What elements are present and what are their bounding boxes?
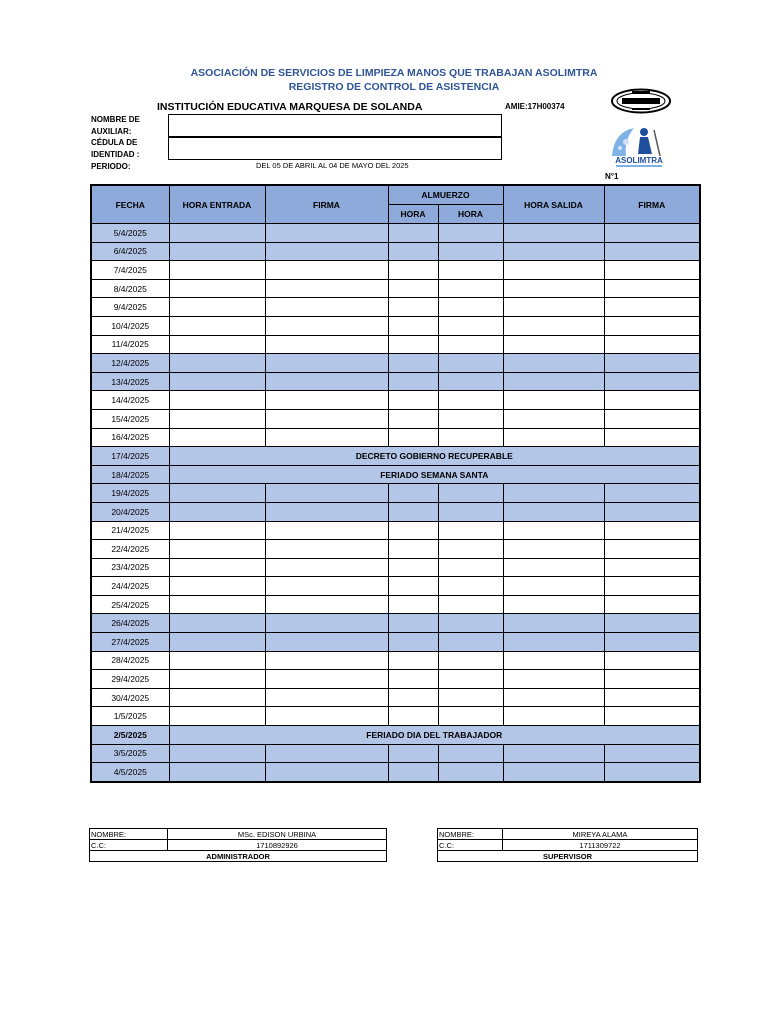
cell-almuerzo-salida[interactable] <box>388 614 438 633</box>
col-almuerzo-hora-regreso: HORA <box>438 205 503 224</box>
cell-hora-salida[interactable] <box>503 354 604 373</box>
cell-almuerzo-salida[interactable] <box>388 521 438 540</box>
cell-firma-entrada[interactable] <box>265 484 388 503</box>
cell-hora-entrada[interactable] <box>169 577 265 596</box>
cell-almuerzo-salida[interactable] <box>388 577 438 596</box>
attendance-table <box>90 184 701 783</box>
cell-firma-entrada[interactable] <box>265 521 388 540</box>
cell-firma-entrada[interactable] <box>265 670 388 689</box>
cell-almuerzo-salida[interactable] <box>388 484 438 503</box>
cell-almuerzo-regreso[interactable] <box>438 688 503 707</box>
cell-firma-salida[interactable] <box>604 372 700 391</box>
cell-almuerzo-regreso[interactable] <box>438 540 503 559</box>
cell-almuerzo-regreso[interactable] <box>438 744 503 763</box>
cell-firma-salida[interactable] <box>604 316 700 335</box>
cell-hora-entrada[interactable] <box>169 242 265 261</box>
cell-firma-salida[interactable] <box>604 242 700 261</box>
table-row <box>91 521 700 540</box>
col-almuerzo-hora-salida: HORA <box>388 205 438 224</box>
document-title: ASOCIACIÓN DE SERVICIOS DE LIMPIEZA MANOS QUE TRABAJAN ASOLIMTRA <box>190 67 598 79</box>
row-date: 23/4/2025 <box>91 558 169 577</box>
row-date: 10/4/2025 <box>91 316 169 335</box>
cell-hora-salida[interactable] <box>503 614 604 633</box>
cell-hora-entrada[interactable] <box>169 261 265 280</box>
periodo-value: DEL 05 DE ABRIL AL 04 DE MAYO DEL 2025 <box>256 161 409 170</box>
form-number: N°1 <box>605 172 619 181</box>
cell-firma-salida[interactable] <box>604 224 700 243</box>
administrator-signature-box <box>89 828 387 862</box>
table-row <box>91 502 700 521</box>
table-row <box>91 707 700 726</box>
row-date: 24/4/2025 <box>91 577 169 596</box>
cell-almuerzo-salida[interactable] <box>388 298 438 317</box>
row-date: 12/4/2025 <box>91 354 169 373</box>
row-date: 7/4/2025 <box>91 261 169 280</box>
cell-almuerzo-salida[interactable] <box>388 558 438 577</box>
row-holiday-note: FERIADO SEMANA SANTA <box>169 465 700 484</box>
cell-almuerzo-regreso[interactable] <box>438 558 503 577</box>
row-holiday-note: DECRETO GOBIERNO RECUPERABLE <box>169 447 700 466</box>
cell-hora-entrada[interactable] <box>169 614 265 633</box>
cell-almuerzo-regreso[interactable] <box>438 428 503 447</box>
logo-text: ASOLIMTRA <box>615 156 663 165</box>
cell-firma-salida[interactable] <box>604 335 700 354</box>
cell-hora-salida[interactable] <box>503 484 604 503</box>
row-date: 16/4/2025 <box>91 428 169 447</box>
table-row <box>91 428 700 447</box>
cell-almuerzo-regreso[interactable] <box>438 633 503 652</box>
cell-firma-entrada[interactable] <box>265 688 388 707</box>
supervisor-signature-box <box>437 828 698 862</box>
row-date: 20/4/2025 <box>91 502 169 521</box>
cell-almuerzo-salida[interactable] <box>388 502 438 521</box>
cell-almuerzo-salida[interactable] <box>388 261 438 280</box>
col-almuerzo: ALMUERZO <box>388 185 503 205</box>
cell-firma-entrada[interactable] <box>265 707 388 726</box>
cell-firma-entrada[interactable] <box>265 614 388 633</box>
row-date: 13/4/2025 <box>91 372 169 391</box>
table-row <box>91 726 700 745</box>
cell-almuerzo-regreso[interactable] <box>438 279 503 298</box>
cell-almuerzo-salida[interactable] <box>388 279 438 298</box>
supervisor-nombre: MIREYA ALAMA <box>503 829 698 840</box>
cell-almuerzo-regreso[interactable] <box>438 670 503 689</box>
cell-almuerzo-salida[interactable] <box>388 633 438 652</box>
table-row <box>91 298 700 317</box>
row-date: 14/4/2025 <box>91 391 169 410</box>
cell-firma-entrada[interactable] <box>265 409 388 428</box>
cell-hora-entrada[interactable] <box>169 484 265 503</box>
cell-firma-entrada[interactable] <box>265 633 388 652</box>
cell-firma-entrada[interactable] <box>265 224 388 243</box>
table-row <box>91 651 700 670</box>
cell-firma-entrada[interactable] <box>265 261 388 280</box>
col-hora-entrada: HORA ENTRADA <box>169 185 265 224</box>
cell-firma-salida[interactable] <box>604 707 700 726</box>
cell-firma-salida[interactable] <box>604 595 700 614</box>
cell-almuerzo-regreso[interactable] <box>438 763 503 782</box>
cell-firma-entrada[interactable] <box>265 763 388 782</box>
table-row <box>91 372 700 391</box>
cell-almuerzo-salida[interactable] <box>388 688 438 707</box>
cell-almuerzo-salida[interactable] <box>388 409 438 428</box>
cell-hora-salida[interactable] <box>503 279 604 298</box>
col-hora-salida: HORA SALIDA <box>503 185 604 224</box>
cell-hora-salida[interactable] <box>503 651 604 670</box>
row-date: 26/4/2025 <box>91 614 169 633</box>
table-row <box>91 279 700 298</box>
cell-almuerzo-salida[interactable] <box>388 242 438 261</box>
cell-almuerzo-regreso[interactable] <box>438 354 503 373</box>
table-row <box>91 465 700 484</box>
cell-almuerzo-regreso[interactable] <box>438 577 503 596</box>
cell-almuerzo-regreso[interactable] <box>438 316 503 335</box>
cell-hora-entrada[interactable] <box>169 316 265 335</box>
nombre-label: NOMBRE DE AUXILIAR: <box>91 115 140 136</box>
cell-hora-salida[interactable] <box>503 707 604 726</box>
row-date: 21/4/2025 <box>91 521 169 540</box>
amie-code: AMIE:17H00374 <box>505 102 565 111</box>
cell-firma-salida[interactable] <box>604 391 700 410</box>
cell-hora-entrada[interactable] <box>169 372 265 391</box>
cell-hora-entrada[interactable] <box>169 707 265 726</box>
cell-firma-salida[interactable] <box>604 633 700 652</box>
cell-hora-salida[interactable] <box>503 763 604 782</box>
cell-firma-entrada[interactable] <box>265 577 388 596</box>
row-date: 1/5/2025 <box>91 707 169 726</box>
cell-firma-salida[interactable] <box>604 521 700 540</box>
supervisor-role: SUPERVISOR <box>438 851 698 862</box>
row-date: 18/4/2025 <box>91 465 169 484</box>
cell-hora-entrada[interactable] <box>169 521 265 540</box>
supervisor-nombre-label: NOMBRE: <box>438 829 503 840</box>
cell-firma-salida[interactable] <box>604 354 700 373</box>
cell-almuerzo-salida[interactable] <box>388 316 438 335</box>
cell-firma-entrada[interactable] <box>265 242 388 261</box>
cell-almuerzo-regreso[interactable] <box>438 595 503 614</box>
row-date: 2/5/2025 <box>91 726 169 745</box>
table-row <box>91 744 700 763</box>
cell-hora-salida[interactable] <box>503 558 604 577</box>
cell-hora-salida[interactable] <box>503 595 604 614</box>
cell-firma-salida[interactable] <box>604 558 700 577</box>
admin-nombre-label: NOMBRE: <box>90 829 168 840</box>
cell-almuerzo-regreso[interactable] <box>438 261 503 280</box>
cell-almuerzo-salida[interactable] <box>388 763 438 782</box>
row-date: 22/4/2025 <box>91 540 169 559</box>
table-row <box>91 540 700 559</box>
cell-firma-salida[interactable] <box>604 502 700 521</box>
cell-almuerzo-salida[interactable] <box>388 428 438 447</box>
cell-almuerzo-regreso[interactable] <box>438 707 503 726</box>
cell-almuerzo-salida[interactable] <box>388 224 438 243</box>
table-row <box>91 595 700 614</box>
cell-firma-entrada[interactable] <box>265 316 388 335</box>
cell-hora-salida[interactable] <box>503 502 604 521</box>
cell-hora-entrada[interactable] <box>169 744 265 763</box>
cell-hora-entrada[interactable] <box>169 354 265 373</box>
cell-firma-salida[interactable] <box>604 763 700 782</box>
cell-firma-entrada[interactable] <box>265 391 388 410</box>
cell-almuerzo-salida[interactable] <box>388 335 438 354</box>
row-date: 8/4/2025 <box>91 279 169 298</box>
cell-firma-salida[interactable] <box>604 279 700 298</box>
cell-firma-entrada[interactable] <box>265 502 388 521</box>
table-row <box>91 688 700 707</box>
institution-name: INSTITUCIÓN EDUCATIVA MARQUESA DE SOLANDA <box>157 101 423 113</box>
row-date: 29/4/2025 <box>91 670 169 689</box>
cell-almuerzo-salida[interactable] <box>388 744 438 763</box>
table-row <box>91 335 700 354</box>
cell-hora-entrada[interactable] <box>169 633 265 652</box>
cedula-field[interactable] <box>168 137 502 160</box>
table-row <box>91 558 700 577</box>
cell-almuerzo-regreso[interactable] <box>438 391 503 410</box>
col-firma-salida: FIRMA <box>604 185 700 224</box>
cell-almuerzo-regreso[interactable] <box>438 298 503 317</box>
row-date: 11/4/2025 <box>91 335 169 354</box>
row-date: 6/4/2025 <box>91 242 169 261</box>
cell-firma-salida[interactable] <box>604 409 700 428</box>
cell-firma-entrada[interactable] <box>265 540 388 559</box>
row-date: 5/4/2025 <box>91 224 169 243</box>
supervisor-cc-label: C.C: <box>438 840 503 851</box>
cell-hora-salida[interactable] <box>503 391 604 410</box>
row-date: 19/4/2025 <box>91 484 169 503</box>
table-row <box>91 577 700 596</box>
cell-hora-salida[interactable] <box>503 316 604 335</box>
cell-hora-salida[interactable] <box>503 335 604 354</box>
cell-almuerzo-regreso[interactable] <box>438 242 503 261</box>
table-row <box>91 316 700 335</box>
cell-firma-salida[interactable] <box>604 484 700 503</box>
cell-hora-salida[interactable] <box>503 577 604 596</box>
row-date: 25/4/2025 <box>91 595 169 614</box>
cell-hora-entrada[interactable] <box>169 428 265 447</box>
cell-firma-entrada[interactable] <box>265 558 388 577</box>
cell-almuerzo-salida[interactable] <box>388 651 438 670</box>
cell-almuerzo-regreso[interactable] <box>438 651 503 670</box>
admin-cc-label: C.C: <box>90 840 168 851</box>
cell-hora-entrada[interactable] <box>169 670 265 689</box>
cell-hora-salida[interactable] <box>503 372 604 391</box>
cell-firma-salida[interactable] <box>604 744 700 763</box>
cell-firma-salida[interactable] <box>604 261 700 280</box>
cell-hora-salida[interactable] <box>503 298 604 317</box>
row-date: 30/4/2025 <box>91 688 169 707</box>
cell-hora-salida[interactable] <box>503 409 604 428</box>
table-row <box>91 354 700 373</box>
table-row <box>91 633 700 652</box>
col-firma-entrada: FIRMA <box>265 185 388 224</box>
col-fecha: FECHA <box>91 185 169 224</box>
cell-firma-entrada[interactable] <box>265 335 388 354</box>
admin-cc: 1710892926 <box>168 840 387 851</box>
table-row <box>91 447 700 466</box>
cell-hora-salida[interactable] <box>503 633 604 652</box>
cell-firma-entrada[interactable] <box>265 651 388 670</box>
cell-almuerzo-salida[interactable] <box>388 391 438 410</box>
row-date: 4/5/2025 <box>91 763 169 782</box>
cell-hora-salida[interactable] <box>503 224 604 243</box>
row-date: 9/4/2025 <box>91 298 169 317</box>
cell-almuerzo-regreso[interactable] <box>438 521 503 540</box>
cell-almuerzo-salida[interactable] <box>388 707 438 726</box>
cell-firma-salida[interactable] <box>604 670 700 689</box>
cell-hora-entrada[interactable] <box>169 409 265 428</box>
cell-hora-entrada[interactable] <box>169 540 265 559</box>
cell-almuerzo-salida[interactable] <box>388 354 438 373</box>
cell-hora-entrada[interactable] <box>169 391 265 410</box>
cell-hora-salida[interactable] <box>503 428 604 447</box>
cell-almuerzo-salida[interactable] <box>388 670 438 689</box>
cell-firma-salida[interactable] <box>604 614 700 633</box>
cell-hora-entrada[interactable] <box>169 651 265 670</box>
document-subtitle: REGISTRO DE CONTROL DE ASISTENCIA <box>288 81 500 93</box>
supervisor-cc: 1711309722 <box>503 840 698 851</box>
cell-firma-salida[interactable] <box>604 540 700 559</box>
cell-hora-entrada[interactable] <box>169 335 265 354</box>
association-seal-icon <box>610 88 672 114</box>
table-row <box>91 261 700 280</box>
cell-hora-salida[interactable] <box>503 688 604 707</box>
cell-firma-entrada[interactable] <box>265 372 388 391</box>
cell-hora-entrada[interactable] <box>169 688 265 707</box>
cell-hora-salida[interactable] <box>503 540 604 559</box>
cell-hora-entrada[interactable] <box>169 279 265 298</box>
cell-almuerzo-regreso[interactable] <box>438 372 503 391</box>
row-date: 15/4/2025 <box>91 409 169 428</box>
cell-almuerzo-regreso[interactable] <box>438 224 503 243</box>
cell-hora-salida[interactable] <box>503 521 604 540</box>
cell-firma-entrada[interactable] <box>265 298 388 317</box>
cell-hora-entrada[interactable] <box>169 298 265 317</box>
nombre-field[interactable] <box>168 114 502 137</box>
cell-hora-entrada[interactable] <box>169 595 265 614</box>
admin-nombre: MSc. EDISON URBINA <box>168 829 387 840</box>
cell-almuerzo-regreso[interactable] <box>438 502 503 521</box>
cell-firma-salida[interactable] <box>604 688 700 707</box>
table-row <box>91 224 700 243</box>
cell-hora-entrada[interactable] <box>169 502 265 521</box>
asolimtra-logo-icon <box>604 122 674 170</box>
cell-firma-entrada[interactable] <box>265 428 388 447</box>
cell-hora-salida[interactable] <box>503 261 604 280</box>
cell-almuerzo-salida[interactable] <box>388 595 438 614</box>
table-row <box>91 242 700 261</box>
cell-almuerzo-regreso[interactable] <box>438 409 503 428</box>
cell-firma-salida[interactable] <box>604 298 700 317</box>
cell-hora-salida[interactable] <box>503 744 604 763</box>
table-row <box>91 391 700 410</box>
cell-hora-entrada[interactable] <box>169 763 265 782</box>
cell-firma-entrada[interactable] <box>265 279 388 298</box>
cell-firma-salida[interactable] <box>604 651 700 670</box>
cell-firma-salida[interactable] <box>604 428 700 447</box>
cell-almuerzo-salida[interactable] <box>388 540 438 559</box>
cell-firma-salida[interactable] <box>604 577 700 596</box>
table-row <box>91 763 700 782</box>
row-date: 28/4/2025 <box>91 651 169 670</box>
cell-almuerzo-regreso[interactable] <box>438 614 503 633</box>
table-row <box>91 484 700 503</box>
table-row <box>91 614 700 633</box>
cell-almuerzo-regreso[interactable] <box>438 335 503 354</box>
row-date: 3/5/2025 <box>91 744 169 763</box>
cell-hora-salida[interactable] <box>503 670 604 689</box>
table-row <box>91 409 700 428</box>
row-date: 17/4/2025 <box>91 447 169 466</box>
table-row <box>91 670 700 689</box>
cell-firma-entrada[interactable] <box>265 744 388 763</box>
admin-role: ADMINISTRADOR <box>90 851 387 862</box>
cell-hora-entrada[interactable] <box>169 224 265 243</box>
row-holiday-note: FERIADO DIA DEL TRABAJADOR <box>169 726 700 745</box>
cell-almuerzo-regreso[interactable] <box>438 484 503 503</box>
cell-almuerzo-salida[interactable] <box>388 372 438 391</box>
cedula-label: CÉDULA DE IDENTIDAD : <box>91 138 140 159</box>
cell-hora-salida[interactable] <box>503 242 604 261</box>
row-date: 27/4/2025 <box>91 633 169 652</box>
periodo-label: PERIODO: <box>91 162 131 171</box>
cell-firma-entrada[interactable] <box>265 595 388 614</box>
cell-hora-entrada[interactable] <box>169 558 265 577</box>
cell-firma-entrada[interactable] <box>265 354 388 373</box>
